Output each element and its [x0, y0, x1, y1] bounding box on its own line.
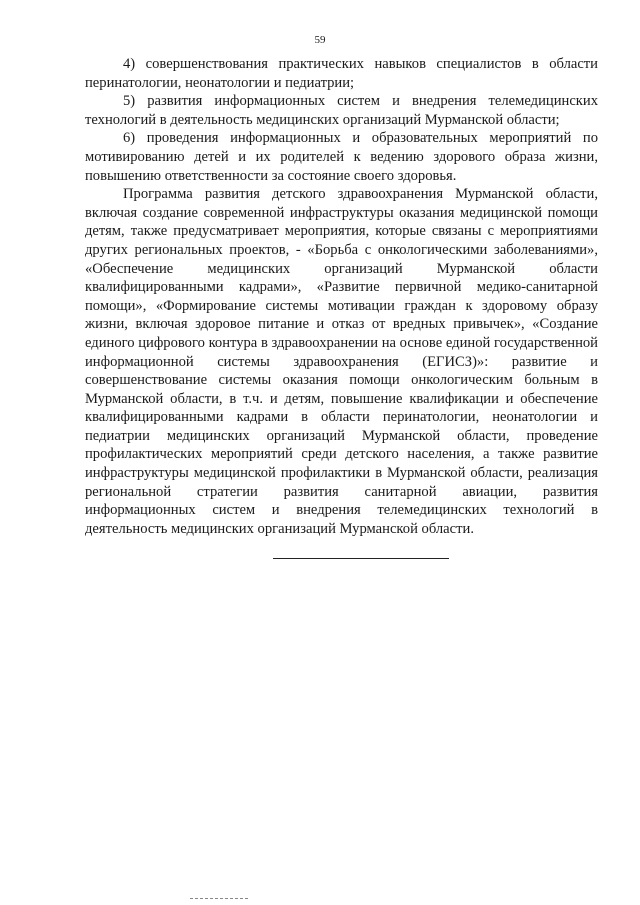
- page-number: 59: [314, 34, 326, 46]
- end-separator-line: [273, 558, 449, 559]
- document-body: [85, 55, 598, 538]
- scan-artifact-mark: [190, 898, 248, 899]
- paragraph-item-4: 4) совершенствования практических навыков специалистов в области перинатологии, неонатологии и педиатрии;: [85, 56, 598, 91]
- paragraph-item-5: 5) развития информационных систем и внедрения телемедицинских технологий в деятельность медицинских организаций Мурманской области;: [85, 93, 598, 128]
- paragraph-item-6: 6) проведения информационных и образовательных мероприятий по мотивированию детей и их родителей к ведению здорового образа жизни, повышению ответственности за состояние своего здоровья.: [85, 130, 598, 184]
- paragraph-program-description: Программа развития детского здравоохранения Мурманской области, включая создание современной инфраструктуры оказания медицинской помощи детям, также предусматривает мероприятия, которые связаны с мероприятиями других региональных проектов, - «Борьба с онкологическими заболеваниями», «Обеспечение медицинских организаций Мурманской области квалифицированными кадрами», «Развитие первичной медико-санитарной помощи», «Формирование системы мотивации граждан к здоровому образу жизни, включая здоровое питание и отказ от вредных привычек», «Создание единого цифрового контура в здравоохранении на основе единой государственной информационной системы здравоохранения (ЕГИСЗ)»: развитие и совершенствование системы оказания помощи онкологическим больным в Мурманской области, в т.ч. и детям, повышение квалификации и обеспечение квалифицированными кадрами в области перинатологии, неонатологии и педиатрии медицинских организаций Мурманской области, проведение профилактических мероприятий среди детского населения, а также развитие инфраструктуры медицинской профилактики в Мурманской области, реализация региональной стратегии развития санитарной авиации, развития информационных систем и внедрения телемедицинских технологий в деятельность медицинских организаций Мурманской области.: [85, 186, 598, 537]
